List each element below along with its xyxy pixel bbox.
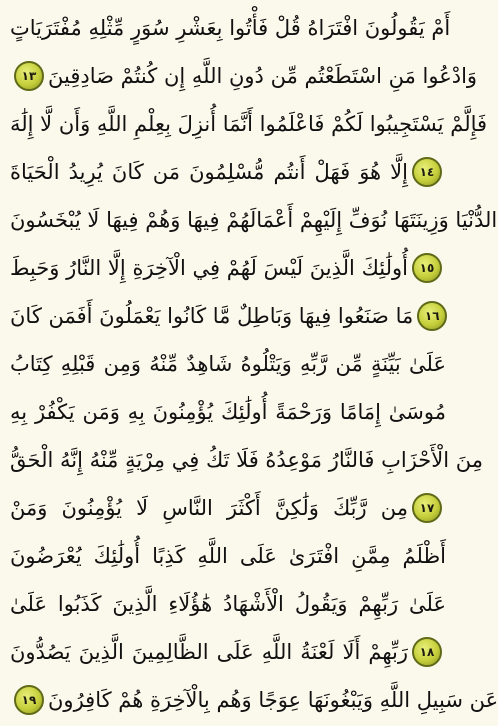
verse-line-10 — [10, 436, 484, 484]
verse-line-15 — [10, 676, 498, 724]
verse-line-text: عَلَىٰ رَبِّهِمْ وَيَقُولُ الْأَشْهَادُ هَٰؤُلَاءِ الَّذِينَ كَذَبُوا عَلَىٰ — [10, 592, 446, 616]
ayah-number-marker: ١٩ — [14, 685, 44, 715]
verse-line-14 — [10, 628, 446, 676]
verse-line-text: إِلَّا هُوَ فَهَلْ أَنتُم مُّسْلِمُونَ مَن كَانَ يُرِيدُ الْحَيَاةَ — [10, 160, 408, 184]
ayah-number-marker: ١٤ — [412, 157, 442, 187]
verse-line-text: رَبِّهِمْ أَلَا لَعْنَةُ اللَّهِ عَلَى الظَّالِمِينَ الَّذِينَ يَصُدُّونَ — [10, 640, 408, 664]
verse-line-text: مُوسَىٰ إِمَامًا وَرَحْمَةً أُولَٰئِكَ يُؤْمِنُونَ بِهِ وَمَن يَكْفُرْ بِهِ — [10, 400, 446, 424]
verse-line-text: وَادْعُوا مَنِ اسْتَطَعْتُم مِّن دُونِ اللَّهِ إِن كُنتُمْ صَادِقِينَ — [48, 64, 478, 88]
verse-line-text: مِن رَّبِّكَ وَلَٰكِنَّ أَكْثَرَ النَّاسِ لَا يُؤْمِنُونَ وَمَنْ — [10, 496, 408, 520]
ayah-number-marker: ١٥ — [412, 253, 442, 283]
verse-line-11 — [10, 484, 446, 532]
verse-line-text: فَإِلَّمْ يَسْتَجِيبُوا لَكُمْ فَاعْلَمُوا أَنَّمَا أُنزِلَ بِعِلْمِ اللَّهِ وَأَن لَّا إِلَٰهَ — [10, 112, 488, 136]
ayah-number-marker: ١٣ — [14, 61, 44, 91]
verse-line-text: مَا صَنَعُوا فِيهَا وَبَاطِلٌ مَّا كَانُوا يَعْمَلُونَ أَفَمَن كَانَ — [10, 304, 414, 328]
verse-line-text: أَمْ يَقُولُونَ افْتَرَاهُ قُلْ فَأْتُوا بِعَشْرِ سُوَرٍ مِّثْلِهِ مُفْتَرَيَاتٍ — [10, 16, 451, 40]
verse-line-4 — [10, 148, 446, 196]
verse-line-text: الدُّنْيَا وَزِينَتَهَا نُوَفِّ إِلَيْهِمْ أَعْمَالَهُمْ فِيهَا وَهُمْ فِيهَا لَا يُبْخَسُونَ — [10, 208, 498, 232]
verse-line-13 — [10, 580, 446, 628]
ayah-number-marker: ١٧ — [412, 493, 442, 523]
ayah-number-marker: ١٨ — [412, 637, 442, 667]
verse-line-8 — [10, 340, 446, 388]
verse-line-text: أُولَٰئِكَ الَّذِينَ لَيْسَ لَهُمْ فِي الْآخِرَةِ إِلَّا النَّارُ وَحَبِطَ — [10, 256, 408, 280]
verse-line-3 — [10, 100, 488, 148]
verse-line-text: عَلَىٰ بَيِّنَةٍ مِّن رَّبِّهِ وَيَتْلُوهُ شَاهِدٌ مِّنْهُ وَمِن قَبْلِهِ كِتَابُ — [10, 352, 446, 376]
verse-line-7 — [10, 292, 446, 340]
verse-line-2 — [10, 52, 478, 100]
verse-line-9 — [10, 388, 446, 436]
ayah-number-marker: ١٦ — [417, 301, 447, 331]
verse-line-1 — [10, 4, 451, 52]
verse-line-6 — [10, 244, 446, 292]
verse-line-5 — [10, 196, 498, 244]
verse-line-12 — [10, 532, 446, 580]
verse-line-text: أَظْلَمُ مِمَّنِ افْتَرَىٰ عَلَى اللَّهِ كَذِبًا أُولَٰئِكَ يُعْرَضُونَ — [10, 544, 446, 568]
verse-line-text: مِنَ الْأَحْزَابِ فَالنَّارُ مَوْعِدُهُ فَلَا تَكُ فِي مِرْيَةٍ مِّنْهُ إِنَّهُ الْحَقُّ — [10, 448, 484, 472]
verse-line-text: عَن سَبِيلِ اللَّهِ وَيَبْغُونَهَا عِوَجًا وَهُم بِالْآخِرَةِ هُمْ كَافِرُونَ — [48, 688, 498, 712]
